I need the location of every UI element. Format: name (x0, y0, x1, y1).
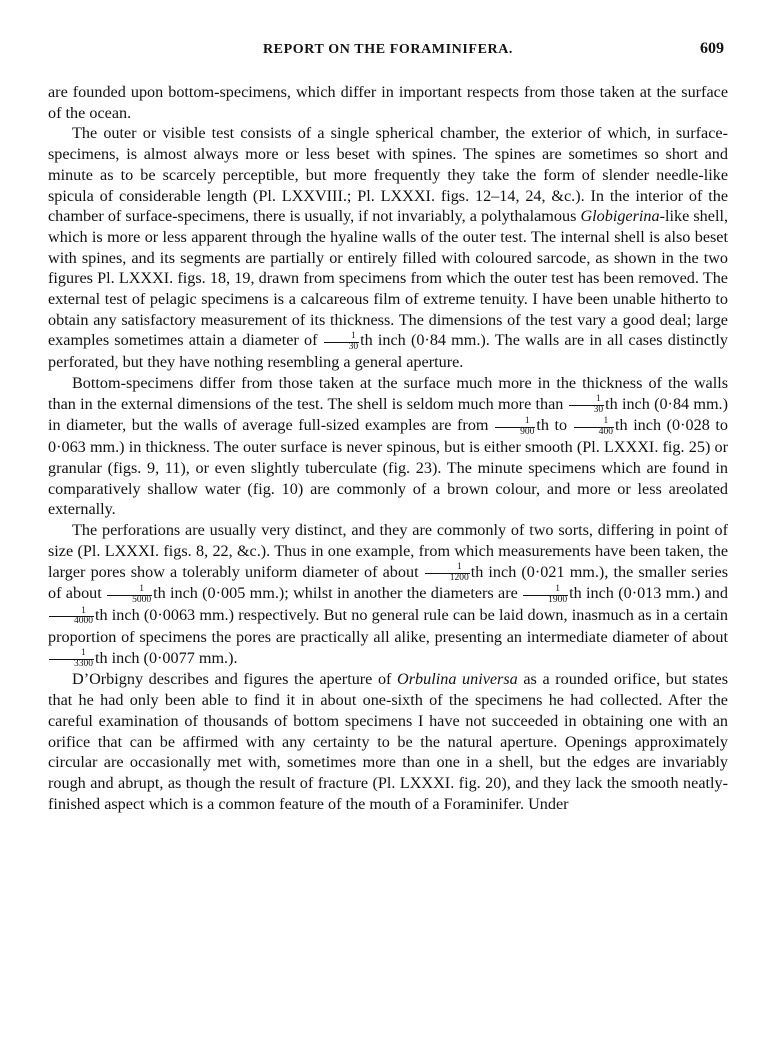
fraction-denominator: 400 (598, 426, 613, 437)
fraction-denominator: 1200 (449, 572, 469, 583)
fraction (569, 395, 605, 415)
fraction-denominator: 900 (520, 426, 535, 437)
text-segment: th inch (0·028 to 0·063 mm.) in thickness. The outer surface is never spinous, but is either smooth (Pl. LXXXI. fig. 25) or granular (figs. 9, 11), or even slightly tuberculate (fig. 23). The minute specimens which are found in comparatively shallow water (fig. 10) are commonly of a brown colour, and more or less areolated externally. (48, 416, 728, 519)
page-number: 609 (700, 40, 724, 57)
fraction-denominator: 3300 (74, 658, 93, 669)
fraction (425, 563, 470, 583)
page-header (48, 38, 728, 68)
fraction-denominator: 30 (348, 341, 359, 352)
fraction-denominator: 5000 (132, 594, 152, 605)
fraction (495, 417, 535, 437)
text-segment: th inch (0·84 mm.) in diameter, but the walls of average full-sized examples are from (48, 394, 728, 435)
text-segment: th inch (0·021 mm.), the smaller series of about (48, 562, 728, 603)
text-segment: th inch (0·84 mm.). The walls are in all cases distinctly perforated, but they have nothing resembling a general aperture. (48, 331, 728, 372)
fraction-numerator: 1 (523, 585, 568, 596)
paragraph-bottom-specimens (48, 373, 728, 520)
text-segment: th inch (0·005 mm.); whilst in another the diameters are (153, 584, 523, 603)
paragraph-aperture (48, 669, 728, 814)
fraction (49, 607, 94, 627)
fraction (324, 332, 360, 352)
fraction-numerator: 1 (324, 332, 360, 343)
fraction (107, 585, 152, 605)
text-segment: as a rounded orifice, but states that he had only been able to find it in about one-sixth of the specimens he had collected. After the careful examination of thousands of bottom specimens I have not succeeded in obtaining one with an orifice that can be affirmed with any certainty to be the natural aperture. Openings approximately circular are occasionally met with, sometimes more than one in a shell, but the edges are invariably rough and abrupt, as though the result of fracture (Pl. LXXXI. fig. 20), and they lack the smooth neatly-finished aspect which is a common feature of the mouth of a Foraminifer. Under (48, 670, 728, 813)
fraction-numerator: 1 (495, 417, 535, 428)
fraction (523, 585, 568, 605)
paragraph-perforations (48, 520, 728, 669)
text-segment: Bottom-specimens differ from those taken at the surface much more in the thickness of the walls than in the external dimensions of the test. The shell is seldom much more than (48, 373, 728, 413)
species-name: Orbulina universa (397, 670, 518, 689)
fraction-numerator: 1 (107, 585, 152, 596)
text-segment: th inch (0·0077 mm.). (95, 648, 238, 667)
fraction-denominator: 1900 (548, 594, 568, 605)
paragraph-continuation (48, 82, 728, 123)
page (48, 38, 728, 814)
text-segment: D’Orbigny describes and figures the aperture of (72, 670, 398, 689)
text-segment: th inch (0·0063 mm.) respectively. But no general rule can be laid down, inasmuch as in a certain proportion of specimens the pores are practically all alike, presenting an intermediate diameter of about (48, 606, 728, 646)
fraction-numerator: 1 (574, 417, 614, 428)
running-head: REPORT ON THE FORAMINIFERA. (262, 42, 514, 57)
fraction-numerator: 1 (425, 563, 470, 574)
body-text (48, 82, 728, 814)
text-segment: th to (536, 416, 573, 435)
text-segment: th inch (0·013 mm.) and (569, 584, 728, 603)
text-segment: are founded upon bottom-specimens, which differ in important respects from those taken at the surface of the ocean. (48, 83, 728, 122)
paragraph-outer-test (48, 123, 728, 373)
fraction-denominator: 4000 (74, 616, 93, 627)
text-segment: The outer or visible test consists of a single spherical chamber, the exterior of which, in surface-specimens, is almost always more or less beset with spines. The spines are sometimes so short and minute as to be scarcely perceptible, but more frequently they take the form of slender needle-like spicula of considerable length (Pl. LXXVIII.; Pl. LXXXI. figs. 12–14, 24, &c.). In the interior of the chamber of surface-specimens, there is usually, if not invariably, a polythalamous (48, 124, 728, 226)
fraction (574, 417, 614, 437)
text-segment: The perforations are usually very distinct, and they are commonly of two sorts, differing in point of size (Pl. LXXXI. figs. 8, 22, &c.). Thus in one example, from which measurements have been taken, the larger pores show a tolerably uniform diameter of about (48, 521, 728, 581)
text-segment: -like shell, which is more or less apparent through the hyaline walls of the outer test. The internal shell is also beset with spines, and its segments are partially or entirely filled with coloured sarcode, as shown in the two figures Pl. LXXXI. figs. 18, 19, drawn from specimens from which the outer test has been removed. The external test of pelagic specimens is a calcareous film of extreme tenuity. I have been unable hitherto to obtain any satisfactory measurement of its thickness. The dimensions of the test vary a good deal; large examples sometimes attain a diameter of (48, 207, 728, 350)
fraction-denominator: 30 (593, 404, 604, 415)
fraction-numerator: 1 (49, 649, 94, 660)
fraction-numerator: 1 (569, 395, 605, 406)
fraction (49, 649, 94, 669)
fraction-numerator: 1 (49, 607, 94, 618)
genus-name: Globigerina (580, 207, 660, 226)
